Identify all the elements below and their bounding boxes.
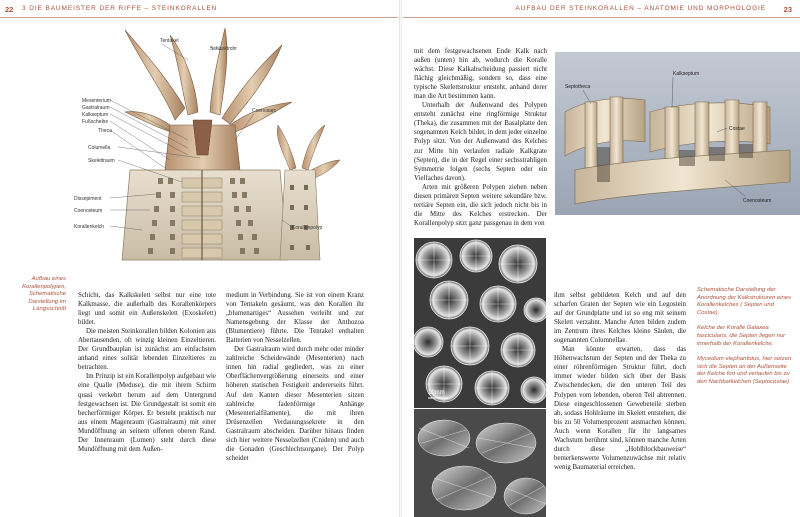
left-page-number: 22 <box>5 5 14 14</box>
paragraph: ihm selbst gebildeten Kelch und auf den scharfen Graten der Septen wie ein Legostein auf der Grundplatte und ist so eng mit seinem Skelett verzahnt. Manche Arten bilden zudem im Zentrum ihres Kelches kleine Säulen, die sogenannten Columnellae. <box>554 292 686 345</box>
paragraph: Im Prinzip ist ein Korallenpolyp aufgebaut wie eine Qualle (Meduse), die mit ihrem Schirm quasi verkehrt herum auf dem Untergrund festgewachsen ist. Die Grundgestalt ist somit ein becherförmiger Körper. Er besteht praktisch nur aus einem Magenraum (Gastralraum) mit einer Mundöffnung an seinem offenen oberen Rand. Der Innenraum (Lumen) steht durch diese Mundöffnung mit dem Außen- <box>78 373 216 453</box>
paragraph: Man könnte erwarten, dass das Höhenwachstum der Septen und der Theka zu einer röhrenförmigen Struktur führt, doch immer wieder bilden sich über der Basis Zwischendecken, die den unteren Teil des Polypen vom lebenden, oberen Teil abtrennen. Diese eingeschlossenen Gewebeteile sterben ab, sodass Hohlräume im Skelett entstehen, die bis zu 50 Volumenprozent ausmachen können. Auch wenn Korallen für ihr langsames Wachstum berühmt sind, können manche Arten durch diese „Hohlblockbauweise“ bemerkenswerte Volumenzuwächse mit relativ wenig Baumaterial erreichen. <box>554 346 686 471</box>
right-text-column-bottom <box>554 291 686 472</box>
label-coenosteum: Coenosteum <box>74 208 103 214</box>
caption-galaxea-photo: Kelche der Koralle Galaxea fascicularis, die Septen liegen nur innerhalb der Korallenkelche. <box>697 325 786 347</box>
skeleton-structure-diagram <box>555 52 800 215</box>
label-korallenpolyp: Korallenpolyp <box>292 225 323 231</box>
label-coenosteum-right: Coenosteum <box>743 198 772 204</box>
right-page-number: 23 <box>783 5 792 14</box>
polyp-tentacles <box>125 28 292 133</box>
caption-skeleton-diagram: Schematische Darstellung der Anordnung der Kalkstrukturen eines Korallenkelches ( Septen und Costae). <box>697 287 791 316</box>
label-kalkseptum-right: Kalkseptum <box>673 71 700 77</box>
paragraph: Die meisten Steinkorallen bilden Kolonien aus Abertausenden, oft winzig kleinen Einzeltieren. Der Grundbauplan ist zunächst am einfachsten anhand eines solitär lebenden Einzeltieres zu betrachten. <box>78 328 216 372</box>
right-running-title: AUFBAU DER STEINKORALLEN – ANATOMIE UND MORPHOLOGIE <box>515 5 766 12</box>
caption-mycedium-photo: Mycedium elephantotus, hier setzen sich die Septen an der Außenseite der Kelche fort und verlaufen bis zu den Nachbarkelchen (Septocostae) <box>697 356 792 385</box>
skeleton-block <box>122 170 288 260</box>
left-caption-text: Aufbau eines Korallenpolypen, Schematische Darstellung im Längsschnitt <box>22 276 66 313</box>
polyp-diagram <box>70 20 342 270</box>
right-header-rule <box>403 17 800 18</box>
right-figure-captions <box>697 287 792 395</box>
paragraph: medium in Verbindung. Sie ist von einem Kranz von Tentakeln gesäumt, was den Korallen ihr „blumenartiges“ Aussehen verleiht und zur Namensgebung der Klasse der Anthozoa (Blumentiere) führte. Die Tentakel enthalten Batterien von Nesselzellen. <box>226 292 364 345</box>
label-costae: Costae <box>729 126 745 132</box>
scale-bar-label: 10mm <box>428 390 445 396</box>
label-korallenkelch: Korallenkelch <box>74 224 105 230</box>
label-skelettraum: Skelettraum <box>88 158 115 164</box>
label-schlundrohr: Schlundrohr <box>210 46 237 52</box>
label-septotheca: Septotheca <box>565 84 591 90</box>
paragraph: mit dem festgewachsenen Ende Kalk nach außen (unten) hin ab, wodurch die Koralle wächst. Diese Kalkabscheidung passiert nicht flächig gleichmäßig, sondern so, dass eine typische Skelettstruktur entsteht, anhand derer man die Art bestimmen kann. <box>414 48 547 101</box>
paragraph: Der Gastralraum wird durch mehr oder minder zahlreiche Scheidewände (Mesenterien) nach innen hin radial gegliedert, was zu einer Oberflächenvergrößerung einerseits und einer höheren statischen Festigkeit andererseits führt. Auf den Kanten dieser Mesenterien sitzen zahlreiche fadenförmige Anhänge (Mesenterialfilamente), die mit ihren Drüsenzellen Verdauungssekrete in den Gastralraum abscheiden. Darüber hinaus finden sich hier weitere Nesselzellen (Cniden) und auch die Gonaden (Geschlechtsorgane). Der Polyp scheidet <box>226 346 364 462</box>
left-running-title: 3 DIE BAUMEISTER DER RIFFE – STEINKORALLEN <box>22 5 218 12</box>
coral-photographs <box>414 238 546 517</box>
left-figure-caption <box>6 276 66 322</box>
label-mesenterium: Mesenterium <box>82 98 111 104</box>
label-tentakel: Tentakel <box>160 38 179 44</box>
left-text-column-1 <box>78 291 216 454</box>
photo-mycedium <box>414 409 546 517</box>
right-text-column-top <box>414 47 547 228</box>
label-theca: Theca <box>98 128 112 134</box>
label-fussscheibe: Fußscheibe <box>82 119 109 125</box>
left-header-rule <box>0 17 398 18</box>
left-text-column-2 <box>226 291 364 463</box>
book-spine <box>399 0 402 517</box>
paragraph: Unterhalb der Außenwand des Polypen entsteht zunächst eine ringförmige Struktur (Theka), die zusammen mit der Basalplatte den sogenannten Kelch bildet, in dem jeder einzelne Polyp sitzt. Von der Außenwand des Kelches zur Mitte hin verlaufen radiale Kalkgrate (Septen), die in der Regel einer sechsstrahligen Symmetrie folgen (sechs Septen oder ein Vielfaches davon). <box>414 102 547 182</box>
paragraph: Arten mit größeren Polypen ziehen neben diesen primären Septen weitere sekundäre bzw. tertiäre Septen ein, die sich jedoch nicht bis in die Mitte des Kelches erstrecken. Der Korallenpolyp sitzt ganz passgenau in dem von <box>414 183 547 227</box>
label-dissepiment: Dissepiment <box>74 196 102 202</box>
label-coenosarc: Coenosarc <box>252 108 277 114</box>
neighbour-polyp <box>277 125 340 260</box>
photo-galaxea <box>414 238 546 408</box>
label-gastralraum: Gastralraum <box>82 105 110 111</box>
label-columella: Columella <box>88 145 111 151</box>
label-kalkseptum: Kalkseptum <box>82 112 109 118</box>
paragraph: Schicht, das Kalkskelett selbst nur eine tote Kalkmasse, die außerhalb des Korallenkörpers liegt und somit ein Außenskelett (Exoskelett) bildet. <box>78 292 216 327</box>
